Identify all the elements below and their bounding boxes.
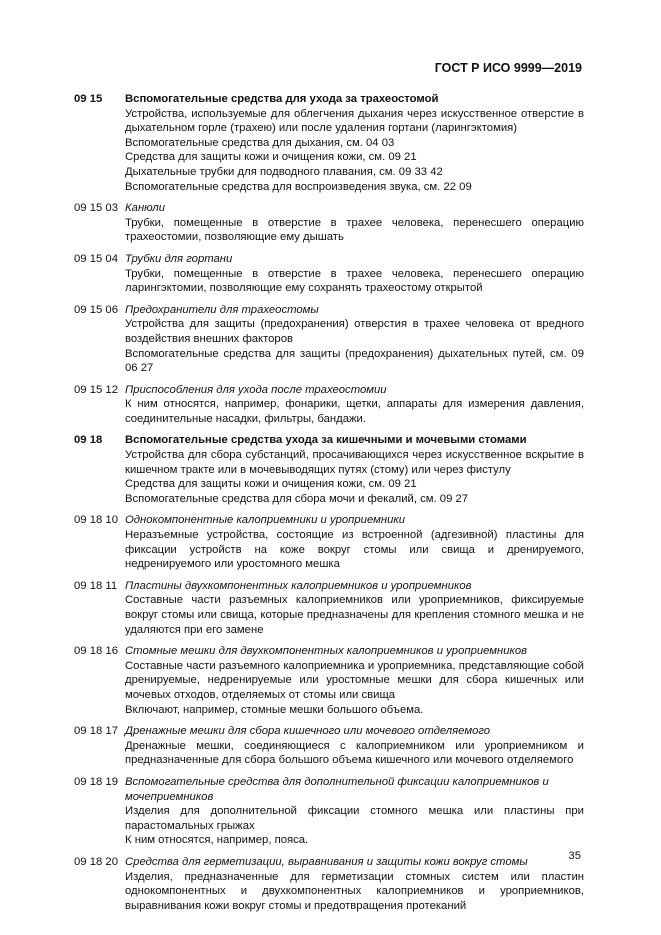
entry-paragraph: Средства для защиты кожи и очищения кожи, см. 09 21 [125,478,417,491]
entry-paragraph: Вспомогательные средства для дыхания, см. 04 03 [125,136,395,149]
entry-paragraph: Включают, например, стомные мешки большого объема. [125,703,424,716]
entry-paragraph: Составные части разъемного калоприемника и уроприемника, представляющие собой дренируемые, недренируемые или уростомные мешки для сбора кишечных или мочевых отходов, отделяемых от стомы или свища [125,659,584,701]
entry-paragraph: Средства для защиты кожи и очищения кожи, см. 09 21 [125,151,417,164]
entry-paragraph: К ним относятся, например, фонарики, щетки, аппараты для измерения давления, соединительные насадки, фильтры, бандажи. [125,398,584,425]
classification-list [74,92,584,920]
entry-paragraph: Дренажные мешки, соединяющиеся с калоприемником или уроприемником и предназначенные для сбора большого объема кишечного или мочевого отделяемого [125,739,584,767]
entry-09-18-10 [74,513,584,571]
entry-09-18 [74,433,584,506]
entry-code: 09 18 11 [74,579,118,592]
entry-code: 09 18 16 [74,645,118,658]
entry-paragraph: К ним относятся, например, пояса. [125,834,309,847]
entry-code: 09 15 04 [74,252,118,265]
entry-code: 09 15 03 [74,202,118,215]
entry-title: Трубки для гортани [125,252,233,265]
entry-paragraph: Устройства, используемые для облегчения дыхания через искусственное отверстие в дыхательном горле (трахею) или после удаления гортани (ларингэктомия) [125,107,584,135]
entry-09-18-19 [74,775,584,848]
entry-09-18-17 [74,724,584,768]
entry-code: 09 18 20 [74,855,118,868]
entry-code: 09 18 19 [74,775,118,788]
entry-paragraph: Составные части разъемных калоприемников или уроприемников, фиксируемые вокруг стомы или свища, которые предназначены для крепления стомного мешка и не удаляются при его замене [125,594,584,636]
entry-title: Однокомпонентные калоприемники и уроприемники [125,514,405,527]
page-number: 35 [568,850,581,862]
entry-title: Вспомогательные средства ухода за кишечными и мочевыми стомами [125,434,527,447]
entry-09-18-16 [74,644,584,717]
entry-paragraph: Вспомогательные средства для сбора мочи и фекалий, см. 09 27 [125,492,469,505]
entry-paragraph: Изделия для дополнительной фиксации стомного мешка или пластины при парастомальных грыжах [125,805,584,832]
entry-title: Дренажные мешки для сбора кишечного или мочевого отделяемого [125,725,491,738]
entry-paragraph: Трубки, помещенные в отверстие в трахее человека, перенесшего операцию трахеостомии, позволяющие ему дышать [125,216,584,244]
entry-paragraph: Трубки, помещенные в отверстие в трахее человека, перенесшего операцию ларингэктомии, позволяющие ему сохранять трахеостому открытой [125,267,584,295]
entry-code: 09 18 10 [74,514,118,527]
entry-title: Вспомогательные средства для ухода за трахеостомой [125,93,439,105]
entry-paragraph: Неразъемные устройства, состоящие из встроенной (адгезивной) пластины для фиксации устройств на коже вокруг стомы или свища и дренируемого, недренируемого или уростомного мешка [125,529,584,571]
entry-code: 09 18 [74,434,103,447]
entry-title: Предохранители для трахеостомы [125,303,319,316]
entry-title: Канюли [125,202,166,215]
entry-paragraph: Устройства для защиты (предохранения) отверстия в трахее человека от вредного воздействия внешних факторов [125,318,584,345]
entry-09-15-12 [74,383,584,427]
entry-title: Средства для герметизации, выравнивания и защиты кожи вокруг стомы [125,855,528,868]
entry-09-15-03 [74,201,584,245]
entry-paragraph: Дыхательные трубки для подводного плавания, см. 09 33 42 [125,165,443,178]
document-header: ГОСТ Р ИСО 9999—2019 [434,61,582,75]
entry-paragraph: Устройства для сбора субстанций, просачивающихся через искусственное вскрытие в кишечном тракте или в мочевыводящих путях (стому) или через фистулу [125,449,584,476]
entry-code: 09 15 [74,93,103,105]
entry-09-15 [74,92,584,194]
entry-code: 09 15 06 [74,303,118,316]
entry-title: Вспомогательные средства для дополнительной фиксации калоприемников и мочеприемников [125,775,549,803]
entry-code: 09 15 12 [74,383,118,396]
entry-title: Приспособления для ухода после трахеостомии [125,383,387,396]
entry-paragraph: Вспомогательные средства для защиты (предохранения) дыхательных путей, см. 09 06 27 [125,347,584,375]
entry-09-15-04 [74,252,584,296]
entry-09-18-11 [74,579,584,637]
entry-title: Стомные мешки для двухкомпонентных калоприемников и уроприемников [125,645,528,658]
entry-paragraph: Вспомогательные средства для воспроизведения звука, см. 22 09 [125,180,472,193]
entry-title: Пластины двухкомпонентных калоприемников и уроприемников [125,579,472,592]
entry-09-18-20 [74,855,584,913]
entry-paragraph: Изделия, предназначенные для герметизации стомных систем или пластин однокомпонентных и двухкомпонентных калоприемников и уроприемников, выравнивания кожи вокруг стомы и предотвращения протеканий [125,870,584,912]
entry-09-15-06 [74,303,584,376]
entry-code: 09 18 17 [74,725,118,738]
